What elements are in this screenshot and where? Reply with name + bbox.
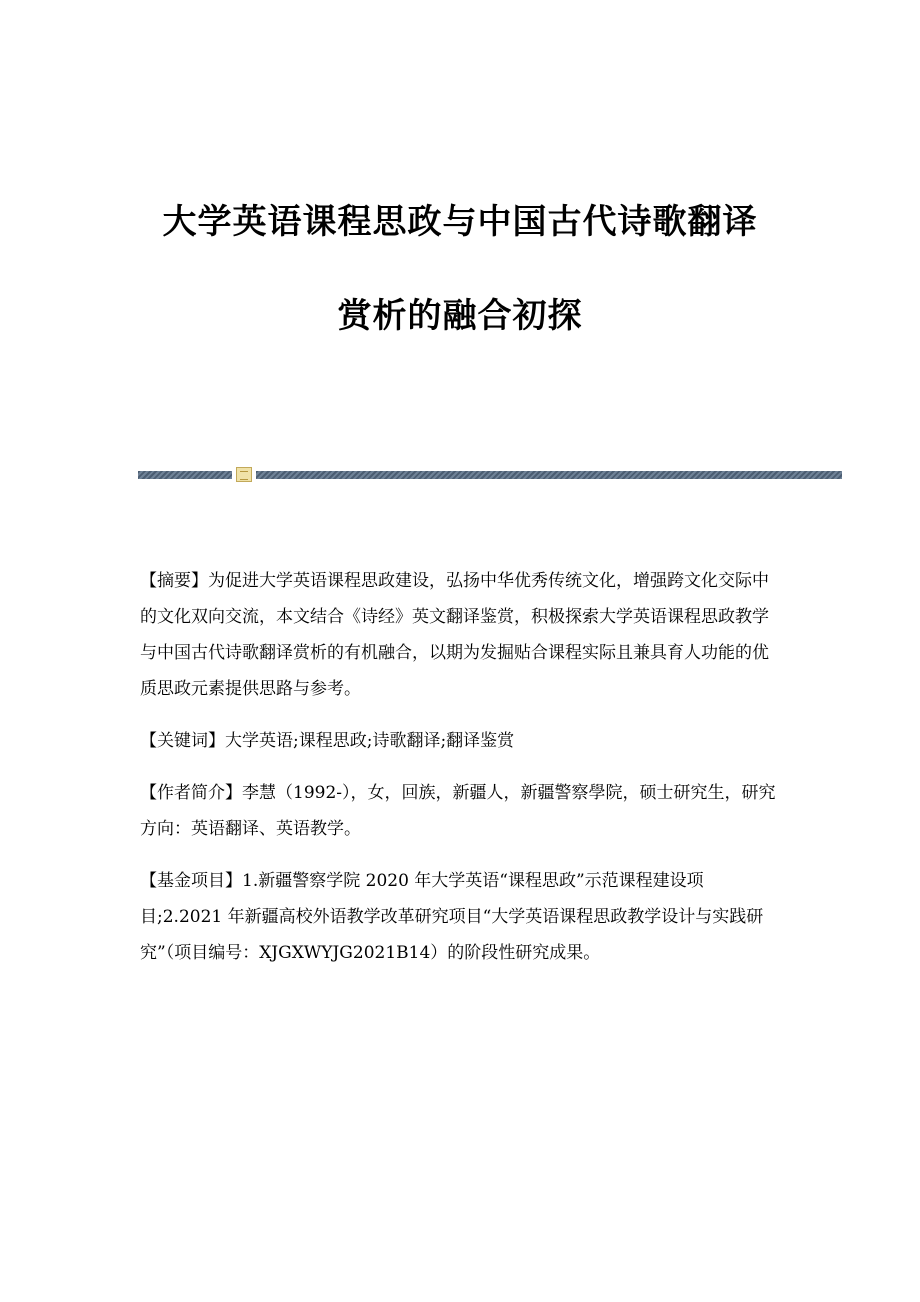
title-line-2: 赏析的融合初探 [337, 296, 583, 336]
keywords-paragraph [140, 723, 780, 759]
title-line-1: 大学英语课程思政与中国古代诗歌翻译 [162, 202, 758, 242]
keywords-text: 大学英语;课程思政;诗歌翻译;翻译鉴赏 [225, 731, 515, 751]
divider-ornament-icon [236, 467, 252, 482]
author-label: 【作者简介】 [140, 783, 242, 803]
abstract-paragraph [140, 563, 780, 707]
keywords-label: 【关键词】 [140, 731, 225, 751]
author-paragraph [140, 775, 780, 847]
divider-bar-right [256, 471, 842, 479]
funding-text: 1.新疆警察学院 2020 年大学英语“课程思政”示范课程建设项目;2.2021 年新疆高校外语教学改革研究项目“大学英语课程思政教学设计与实践研究”（项目编号：XJGXWYJG2021B14）的阶段性研究成果。 [140, 871, 764, 963]
title-divider [138, 466, 842, 484]
title-block [0, 200, 920, 338]
abstract-text: 为促进大学英语课程思政建设，弘扬中华优秀传统文化，增强跨文化交际中的文化双向交流，本文结合《诗经》英文翻译鉴赏，积极探索大学英语课程思政教学与中国古代诗歌翻译赏析的有机融合，以期为发掘贴合课程实际且兼具育人功能的优质思政元素提供思路与参考。 [140, 571, 769, 699]
abstract-label: 【摘要】 [140, 571, 208, 591]
article-front-matter [140, 563, 780, 987]
funding-paragraph [140, 863, 780, 971]
author-text: 李慧（1992-），女，回族，新疆人，新疆警察學院，硕士研究生，研究方向：英语翻译、英语教学。 [140, 783, 776, 839]
funding-label: 【基金项目】 [140, 871, 242, 891]
divider-bar-left [138, 471, 232, 479]
